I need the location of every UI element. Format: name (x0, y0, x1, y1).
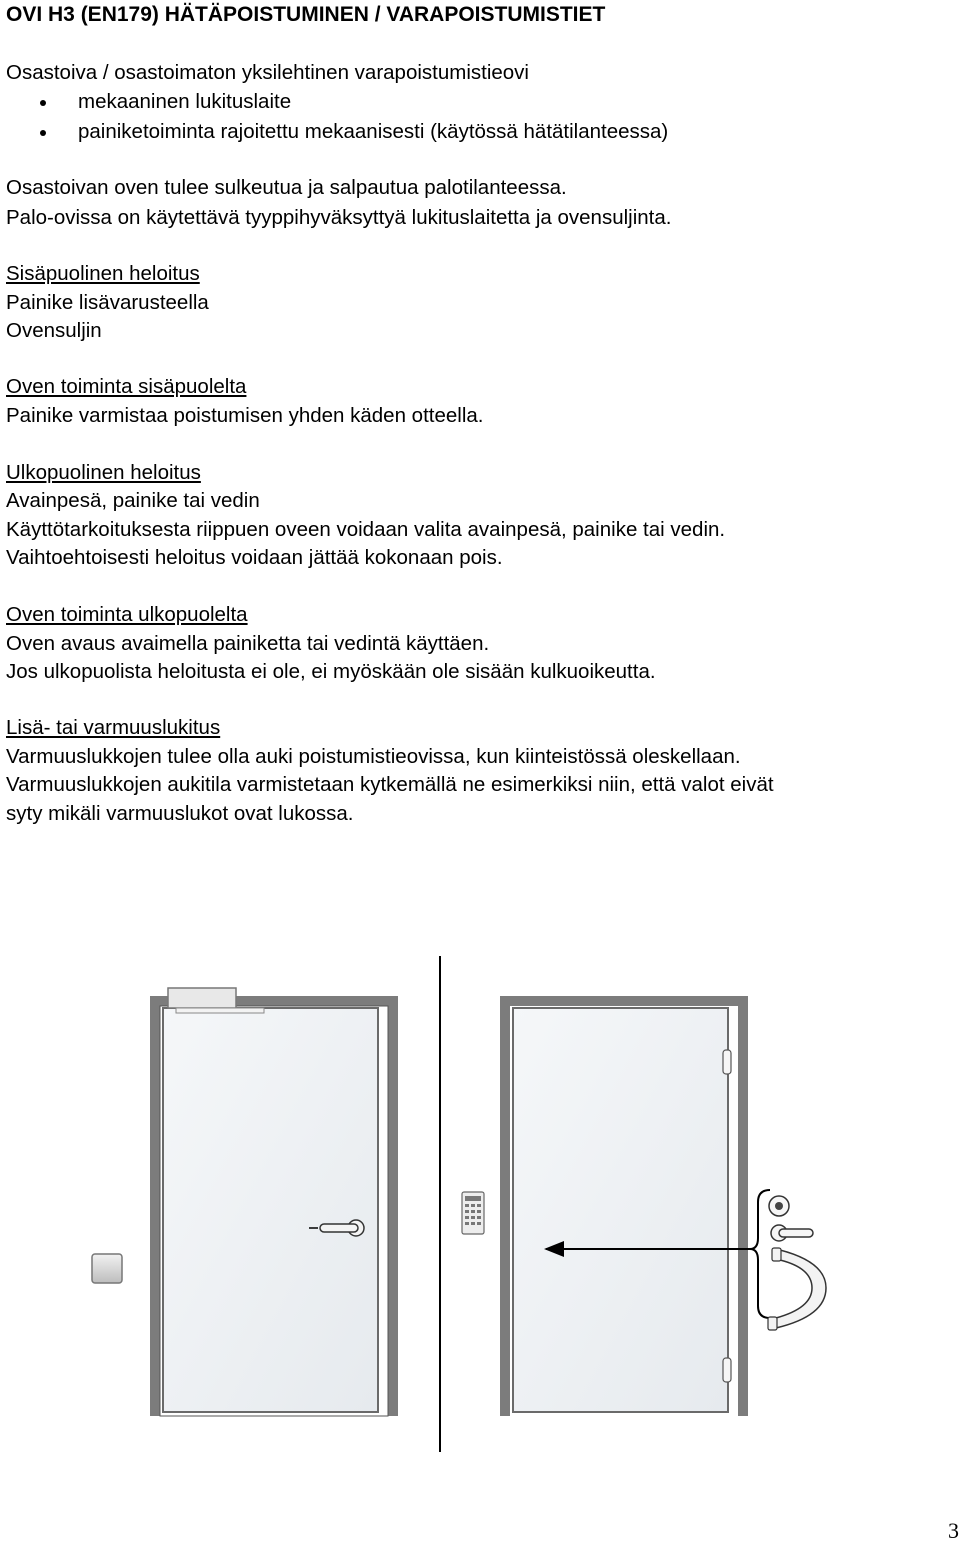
section-line: Vaihtoehtoisesti heloitus voidaan jättää kokonaan pois. (6, 546, 503, 569)
paragraph-line: Palo-ovissa on käytettävä tyyppihyväksyttyä lukituslaitetta ja ovensuljinta. (6, 206, 672, 229)
wall-button-icon (92, 1254, 122, 1283)
door-closer-icon (168, 988, 236, 1008)
paragraph-line: Osastoivan oven tulee sulkeutua ja salpautua palotilanteessa. (6, 176, 567, 199)
bullet-icon (40, 100, 46, 106)
section-line: Painike lisävarusteella (6, 291, 209, 314)
section-heading-outer-fittings: Ulkopuolinen heloitus (6, 461, 201, 484)
section-line: Oven avaus avaimella painiketta tai vedintä käyttäen. (6, 632, 490, 655)
hinge-icon (723, 1050, 731, 1074)
section-heading-outside-operation: Oven toiminta ulkopuolelta (6, 603, 248, 626)
closer-arm-icon (176, 1008, 264, 1013)
pull-handle-icon (776, 1250, 826, 1328)
intro-text: Osastoiva / osastoimaton yksilehtinen varapoistumistieovi (6, 61, 529, 84)
page-number: 3 (948, 1518, 959, 1543)
section-line: Varmuuslukkojen aukitila varmistetaan kytkemällä ne esimerkiksi niin, että valot eivät (6, 773, 774, 796)
lever-handle-icon (779, 1229, 813, 1237)
document-title: OVI H3 (EN179) HÄTÄPOISTUMINEN / VARAPOISTUMISTIET (6, 3, 606, 26)
section-heading-extra-lock: Lisä- tai varmuuslukitus (6, 716, 221, 739)
bullet-text: mekaaninen lukituslaite (78, 90, 292, 113)
door-inside-view (92, 988, 398, 1416)
section-heading-inside-operation: Oven toiminta sisäpuolelta (6, 375, 247, 398)
door-leaf (163, 1008, 378, 1412)
bullet-icon (40, 130, 46, 136)
section-line: Painike varmistaa poistumisen yhden käden otteella. (6, 404, 484, 427)
door-outside-view (462, 996, 826, 1416)
door-leaf (513, 1008, 728, 1412)
section-line: syty mikäli varmuuslukot ovat lukossa. (6, 802, 354, 825)
bullet-text: painiketoiminta rajoitettu mekaanisesti (käytössä hätätilanteessa) (78, 120, 669, 143)
section-line: Varmuuslukkojen tulee olla auki poistumistieovissa, kun kiinteistössä oleskellaan. (6, 745, 741, 768)
section-heading-inner-fittings: Sisäpuolinen heloitus (6, 262, 200, 285)
door-illustration (0, 950, 960, 1470)
section-line: Ovensuljin (6, 319, 102, 342)
lever-handle-icon (320, 1224, 358, 1232)
bracket-icon (750, 1190, 770, 1318)
section-line: Käyttötarkoituksesta riippuen oveen voidaan valita avainpesä, painike tai vedin. (6, 518, 726, 541)
section-line: Avainpesä, painike tai vedin (6, 489, 260, 512)
hinge-icon (723, 1358, 731, 1382)
section-line: Jos ulkopuolista heloitusta ei ole, ei myöskään ole sisään kulkuoikeutta. (6, 660, 656, 683)
